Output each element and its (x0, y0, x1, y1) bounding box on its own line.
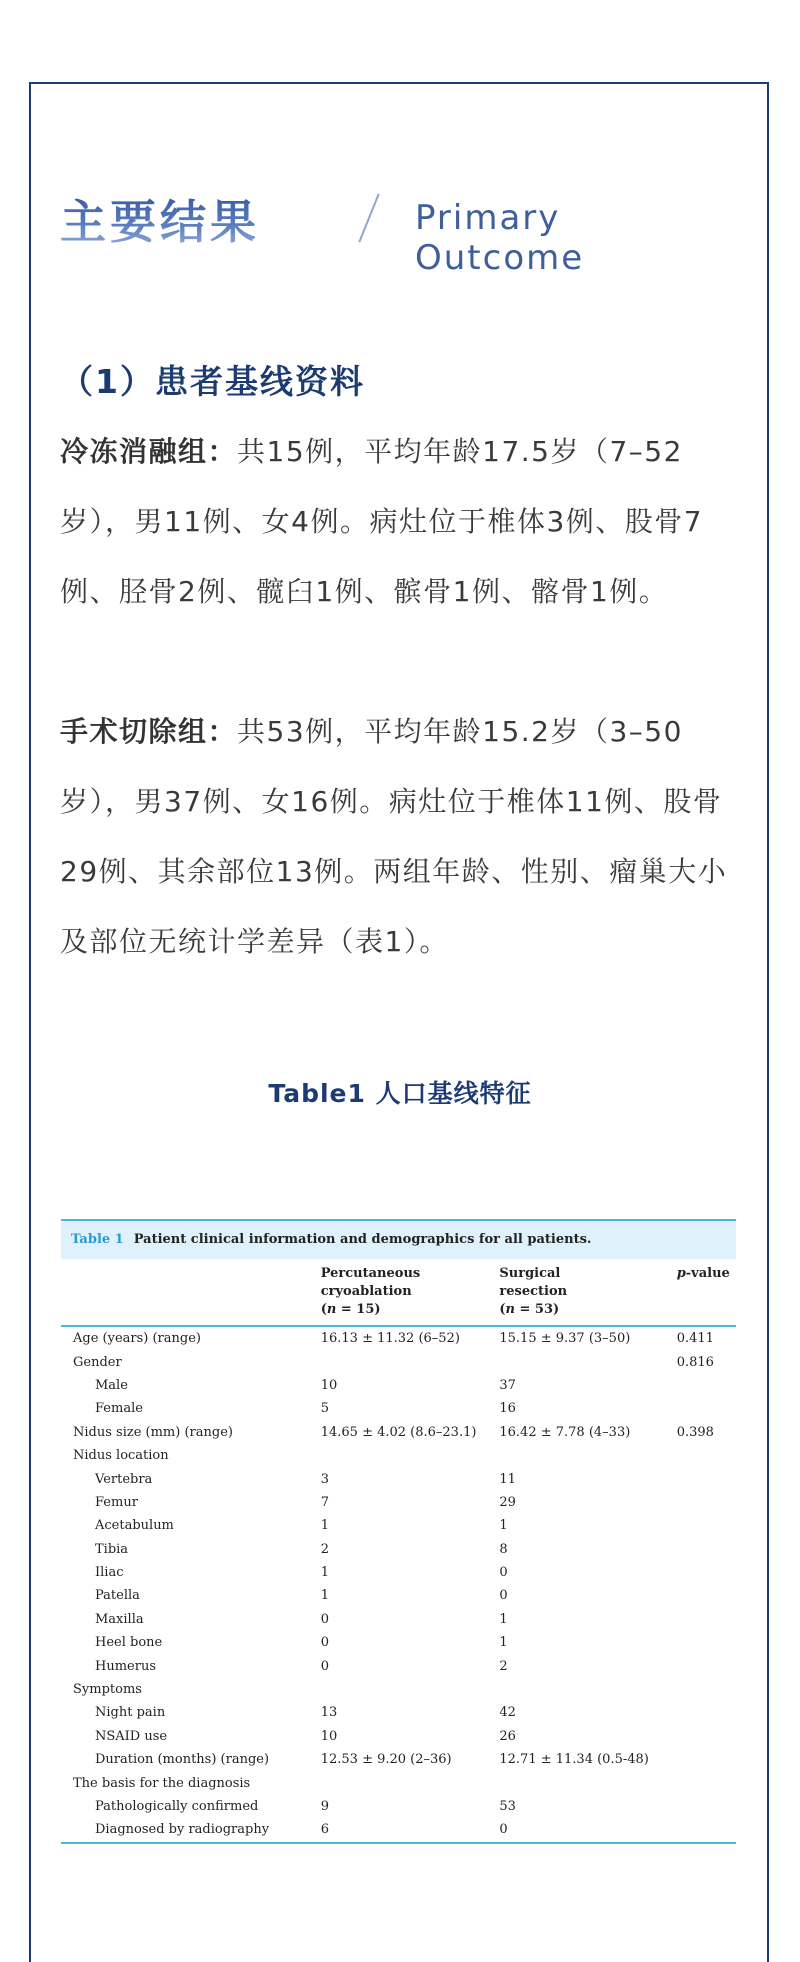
table-row (61, 1397, 736, 1420)
table-cell: 0 (499, 1588, 508, 1604)
paragraph-cryoablation (60, 417, 740, 627)
table-cell (677, 1514, 736, 1537)
table-cell: 0 (499, 1565, 508, 1581)
table-cell: 37 (499, 1377, 516, 1393)
table-cell: 16 (499, 1401, 516, 1417)
paragraph-text: 共15例，平均年龄17.5岁（7–52岁），男11例、女4例。病灶位于椎体3例、股骨7例、胫骨2例、髋臼1例、髌骨1例、髂骨1例。 (60, 435, 704, 608)
table-cell: Duration (months) (range) (95, 1752, 270, 1768)
table-cell (499, 1771, 676, 1794)
table-cell (677, 1701, 736, 1724)
table-cell (499, 1678, 676, 1701)
paragraph-lead: 手术切除组： (60, 715, 238, 748)
table-row (61, 1374, 736, 1397)
table-cell: Age (years) (range) (73, 1331, 201, 1347)
table-cell: 0 (320, 1658, 329, 1674)
table-cell: 26 (499, 1728, 516, 1744)
table-cell: 0 (499, 1818, 676, 1842)
table-cell (321, 1678, 500, 1701)
table-cell: 2 (320, 1541, 329, 1557)
paragraph-text: 共53例，平均年龄15.2岁（3–50岁），男37例、女16例。病灶位于椎体11例、股骨29例、其余部位13例。两组年龄、性别、瘤巢大小及部位无统计学差异（表1）。 (60, 715, 728, 958)
table-cell: 42 (499, 1705, 516, 1721)
table-cell: Acetabulum (95, 1518, 174, 1534)
table-cell: Vertebra (95, 1471, 153, 1487)
table-cell: NSAID use (95, 1728, 168, 1744)
table-cell: 3 (320, 1471, 329, 1487)
table-cell: 2 (499, 1658, 508, 1674)
table-row (61, 1818, 736, 1842)
table-cell: Heel bone (95, 1635, 163, 1651)
table-header-row (61, 1259, 736, 1326)
data-table (61, 1219, 736, 1844)
table-cell (321, 1444, 500, 1467)
table-row (61, 1444, 736, 1467)
table-cell: 0 (320, 1635, 329, 1651)
table-row (61, 1678, 736, 1701)
table-cell: Nidus location (73, 1448, 169, 1464)
table-row (61, 1584, 736, 1607)
table-cell: Diagnosed by radiography (61, 1818, 321, 1842)
table-cell (677, 1444, 736, 1467)
table-cell (677, 1584, 736, 1607)
table-cell: 12.53 ± 9.20 (2–36) (320, 1752, 452, 1768)
table-row (61, 1608, 736, 1631)
table-row (61, 1654, 736, 1677)
table-cell (677, 1725, 736, 1748)
table-cell (677, 1678, 736, 1701)
table-cell (677, 1561, 736, 1584)
table-grid (61, 1259, 736, 1844)
paragraph-surgical (60, 697, 740, 977)
table-cell (677, 1467, 736, 1490)
title-divider-slash (358, 194, 379, 243)
table-cell: 1 (320, 1518, 329, 1534)
table-cell: 29 (499, 1494, 516, 1510)
table-cell (677, 1771, 736, 1794)
column-header (61, 1259, 321, 1326)
table-cell: 0.398 (676, 1424, 714, 1440)
table-cell: Femur (95, 1494, 138, 1510)
table-row (61, 1701, 736, 1724)
table-cell: 5 (320, 1401, 329, 1417)
table-cell (677, 1491, 736, 1514)
table-cell: Male (95, 1377, 128, 1393)
table-cell: 53 (499, 1799, 516, 1814)
table-cell: 12.71 ± 11.34 (0.5-48) (499, 1752, 649, 1768)
table-cell: 10 (320, 1377, 338, 1393)
title-chinese: 主要结果 (60, 186, 260, 252)
column-header-cryoablation: Percutaneous cryoablation (n = 15) (321, 1259, 500, 1326)
table-cell (677, 1538, 736, 1561)
table-cell: 16.42 ± 7.78 (4–33) (499, 1424, 631, 1440)
table-cell: Night pain (95, 1705, 166, 1721)
table-row (61, 1561, 736, 1584)
table-cell: Gender (73, 1354, 122, 1370)
table-cell: 6 (321, 1818, 500, 1842)
table-cell (321, 1350, 500, 1373)
table-cell: 11 (499, 1471, 516, 1487)
table-title-bar (61, 1219, 736, 1259)
table-cell (499, 1444, 676, 1467)
table-row (61, 1631, 736, 1654)
column-header-surgical: Surgical resection (n = 53) (499, 1259, 676, 1326)
table-cell (677, 1654, 736, 1677)
table-label: Table 1 (71, 1232, 124, 1247)
table-cell (677, 1397, 736, 1420)
subsection-heading: （1）患者基线资料 (60, 362, 365, 401)
table-cell: Tibia (95, 1541, 129, 1557)
table-row (61, 1514, 736, 1537)
table-cell: 16.13 ± 11.32 (6–52) (320, 1331, 460, 1347)
table-cell (677, 1748, 736, 1771)
table-cell: 9 (320, 1799, 329, 1814)
table-cell: 7 (320, 1494, 329, 1510)
table-cell (499, 1350, 676, 1373)
table-cell: 1 (499, 1635, 508, 1651)
section-header (60, 180, 740, 278)
table-cell: 1 (320, 1588, 329, 1604)
table-cell (677, 1795, 736, 1818)
table-row (61, 1795, 736, 1818)
column-header-pvalue: p-value (677, 1259, 736, 1326)
table-caption: Table1 人口基线特征 (268, 1079, 532, 1108)
table-cell (677, 1374, 736, 1397)
table-cell: 1 (499, 1611, 508, 1627)
table-cell (677, 1608, 736, 1631)
table-cell: Humerus (95, 1658, 156, 1674)
table-cell: 0.411 (676, 1331, 714, 1347)
table-row (61, 1748, 736, 1771)
table-cell (677, 1818, 736, 1842)
table-cell (321, 1771, 500, 1794)
table-cell: Pathologically confirmed (95, 1799, 259, 1814)
table-cell: Patella (95, 1588, 140, 1604)
table-row (61, 1421, 736, 1444)
table-title: Patient clinical information and demographics for all patients. (133, 1232, 592, 1247)
table-cell: Female (95, 1401, 143, 1417)
table-cell: Symptoms (73, 1682, 142, 1698)
table-cell: Nidus size (mm) (range) (73, 1424, 233, 1440)
table-cell: Iliac (95, 1565, 124, 1581)
table-cell: The basis for the diagnosis (73, 1775, 251, 1791)
paragraph-lead: 冷冻消融组： (60, 435, 238, 468)
table-cell: 13 (320, 1705, 338, 1721)
table-row (61, 1326, 736, 1350)
table-cell: 0 (320, 1611, 329, 1627)
title-english: Primary Outcome (415, 198, 585, 278)
table-cell (677, 1631, 736, 1654)
table-row (61, 1467, 736, 1490)
table-row (61, 1538, 736, 1561)
table-cell: 10 (320, 1728, 338, 1744)
table-body (61, 1326, 736, 1843)
table-cell: 15.15 ± 9.37 (3–50) (499, 1331, 631, 1347)
table-cell: 14.65 ± 4.02 (8.6–23.1) (320, 1424, 477, 1440)
table-cell: 8 (499, 1541, 508, 1557)
table-cell: 0.816 (676, 1354, 714, 1370)
table-cell: 1 (499, 1518, 508, 1534)
table-row (61, 1771, 736, 1794)
table-row (61, 1491, 736, 1514)
table-cell: Maxilla (95, 1611, 144, 1627)
table-cell: 1 (320, 1565, 329, 1581)
table-row (61, 1725, 736, 1748)
table-row (61, 1350, 736, 1373)
